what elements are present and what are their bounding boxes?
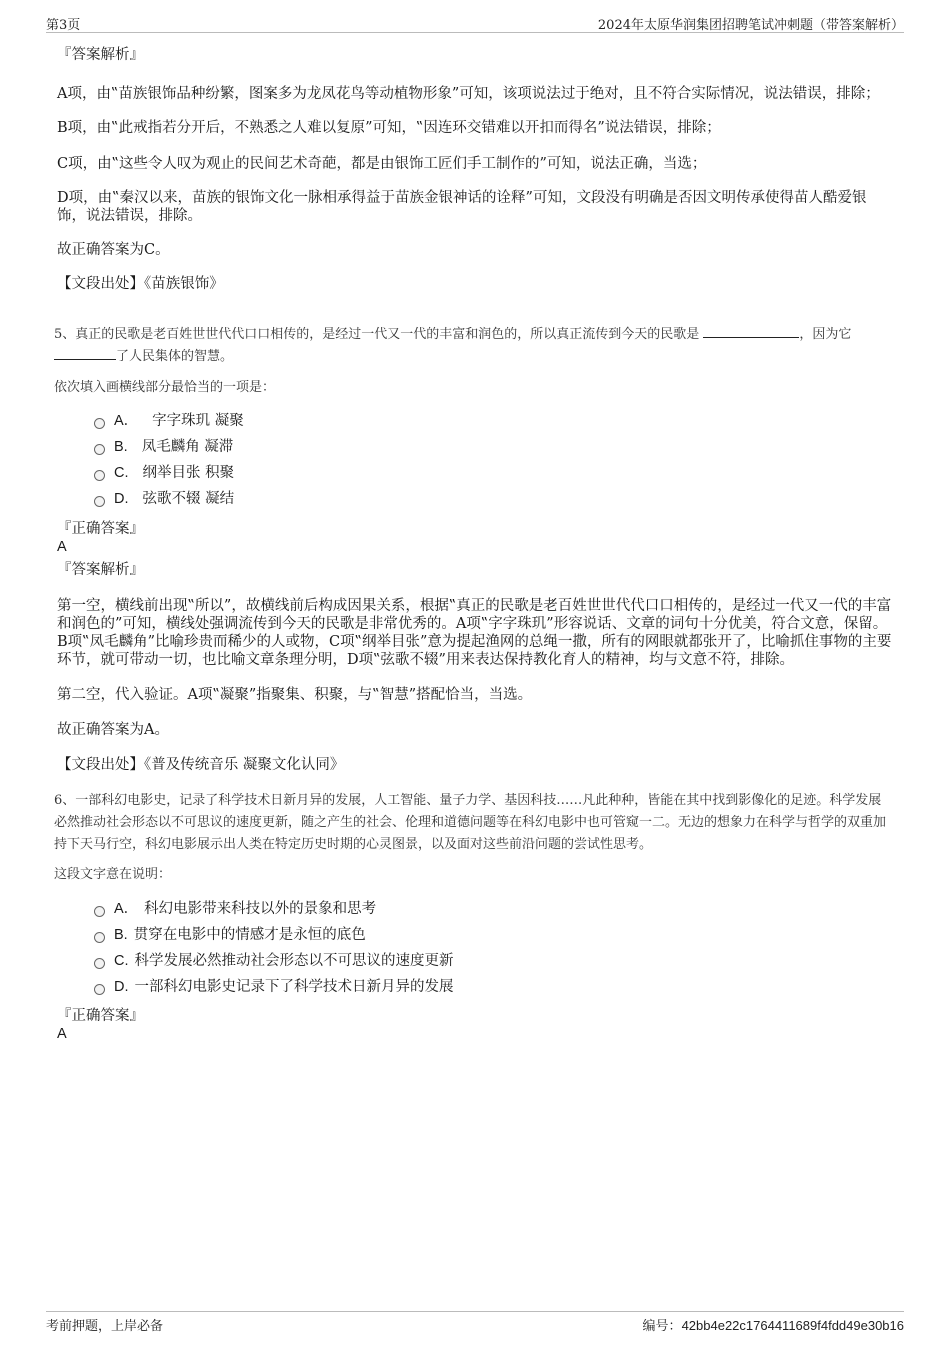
footer-slogan: 考前押题，上岸必备 — [46, 1319, 164, 1334]
page-number: 第3页 — [46, 18, 81, 33]
footer-id-value: 42bb4e22c1764411689f4fdd49e30b16 — [681, 1318, 904, 1333]
q4-analysis — [57, 45, 893, 293]
q5-stem: 5、真正的民歌是老百姓世世代代口口相传的，是经过一代又一代的丰富和润色的，所以真正流传到今天的民歌是 ，因为它 了人民集体的智慧。 — [54, 327, 852, 364]
page-header — [46, 14, 904, 34]
radio-icon[interactable] — [94, 470, 105, 481]
question-5 — [54, 324, 893, 774]
q5-options — [54, 408, 893, 512]
q6-prompt: 这段文字意在说明： — [54, 867, 172, 882]
radio-icon[interactable] — [94, 418, 105, 429]
q5-answer-line: 故正确答案为A。 — [57, 722, 169, 738]
q4-analysis-para-b: B项，由‟此戒指若分开后，不熟悉之人难以复原”可知，‟因连环交错难以开扣而得名”说法错误，排除； — [57, 120, 721, 136]
q5-analysis-title: 『答案解析』 — [57, 562, 144, 578]
q6-correct-title: 『正确答案』 — [57, 1008, 144, 1024]
q6-option-c[interactable]: C. 科学发展必然推动社会形态以不可思议的速度更新 — [94, 948, 893, 974]
document-title: 2024年太原华润集团招聘笔试冲刺题（带答案解析） — [597, 18, 904, 33]
q6-option-a[interactable]: A． 科幻电影带来科技以外的景象和思考 — [94, 896, 893, 922]
q4-answer-line: 故正确答案为C。 — [57, 242, 170, 258]
q5-correct-value: A — [57, 539, 67, 555]
q4-analysis-title: 『答案解析』 — [57, 47, 144, 63]
q5-option-a[interactable]: A． 字字珠玑 凝聚 — [94, 408, 893, 434]
q6-option-b[interactable]: B. 贯穿在电影中的情感才是永恒的底色 — [94, 922, 893, 948]
q5-analysis-para-1: 第一空，横线前出现‟所以”，故横线前后构成因果关系，根据‟真正的民歌是老百姓世世代代口口相传的，是经过一代又一代的丰富和润色的”可知，横线处强调流传到今天的民歌是非常优秀的。A项‟字字珠玑”形容说话、文章的词句十分优美，符合文意，保留。B项‟凤毛麟角”比喻珍贵而稀少的人或物，C项‟纲举目张”意为提起渔网的总绳一撒，所有的网眼就都张开了，比喻抓住事物的主要环节，就可带动一切，也比喻文章条理分明，D项‟弦歌不辍”用来表达保持教化育人的精神，均与文意不符，排除。 — [57, 598, 892, 668]
footer-divider — [46, 1311, 904, 1312]
q5-option-c[interactable]: C. 纲举目张 积聚 — [94, 460, 893, 486]
question-6 — [54, 790, 893, 1043]
q5-source: 【文段出处】《普及传统音乐 凝聚文化认同》 — [57, 757, 345, 773]
q6-correct-value: A — [57, 1026, 67, 1042]
radio-icon[interactable] — [94, 958, 105, 969]
q6-options — [54, 896, 893, 1000]
header-divider — [46, 32, 904, 33]
radio-icon[interactable] — [94, 496, 105, 507]
page-content — [54, 40, 893, 1043]
q5-option-b[interactable]: B. 凤毛麟角 凝滞 — [94, 434, 893, 460]
q5-blank-2 — [54, 347, 116, 360]
radio-icon[interactable] — [94, 906, 105, 917]
q5-analysis-para-2: 第二空，代入验证。A项‟凝聚”指聚集、积聚，与‟智慧”搭配恰当，当选。 — [57, 687, 533, 703]
q6-stem: 6、一部科幻电影史，记录了科学技术日新月异的发展，人工智能、量子力学、基因科技……凡此种种，皆能在其中找到影像化的足迹。科学发展必然推动社会形态以不可思议的速度更新，随之产生的社会、伦理和道德问题等在科幻电影中也可管窥一二。无边的想象力在科学与哲学的双重加持下天马行空，科幻电影展示出人类在特定历史时期的心灵图景，以及面对这些前沿问题的尝试性思考。 — [54, 793, 887, 852]
page-footer — [46, 1315, 904, 1335]
radio-icon[interactable] — [94, 932, 105, 943]
q6-option-d[interactable]: D. 一部科幻电影史记录下了科学技术日新月异的发展 — [94, 974, 893, 1000]
q4-analysis-para-d: D项，由‟秦汉以来，苗族的银饰文化一脉相承得益于苗族金银神话的诠释”可知，文段没有明确是否因文明传承使得苗人酷爱银饰，说法错误，排除。 — [57, 190, 867, 224]
q4-analysis-para-a: A项，由‟苗族银饰品种纷繁，图案多为龙凤花鸟等动植物形象”可知，该项说法过于绝对，且不符合实际情况，说法错误，排除； — [57, 86, 880, 102]
radio-icon[interactable] — [94, 444, 105, 455]
q5-prompt: 依次填入画横线部分最恰当的一项是： — [54, 380, 276, 395]
q4-source: 【文段出处】《苗族银饰》 — [57, 276, 224, 292]
q5-blank-1 — [703, 325, 799, 338]
q5-option-d[interactable]: D. 弦歌不辍 凝结 — [94, 486, 893, 512]
q5-correct-title: 『正确答案』 — [57, 521, 144, 537]
radio-icon[interactable] — [94, 984, 105, 995]
q4-analysis-para-c: C项，由‟这些令人叹为观止的民间艺术奇葩，都是由银饰工匠们手工制作的”可知，说法正确，当选； — [57, 156, 707, 172]
footer-id: 编号：42bb4e22c1764411689f4fdd49e30b16 — [642, 1318, 904, 1334]
